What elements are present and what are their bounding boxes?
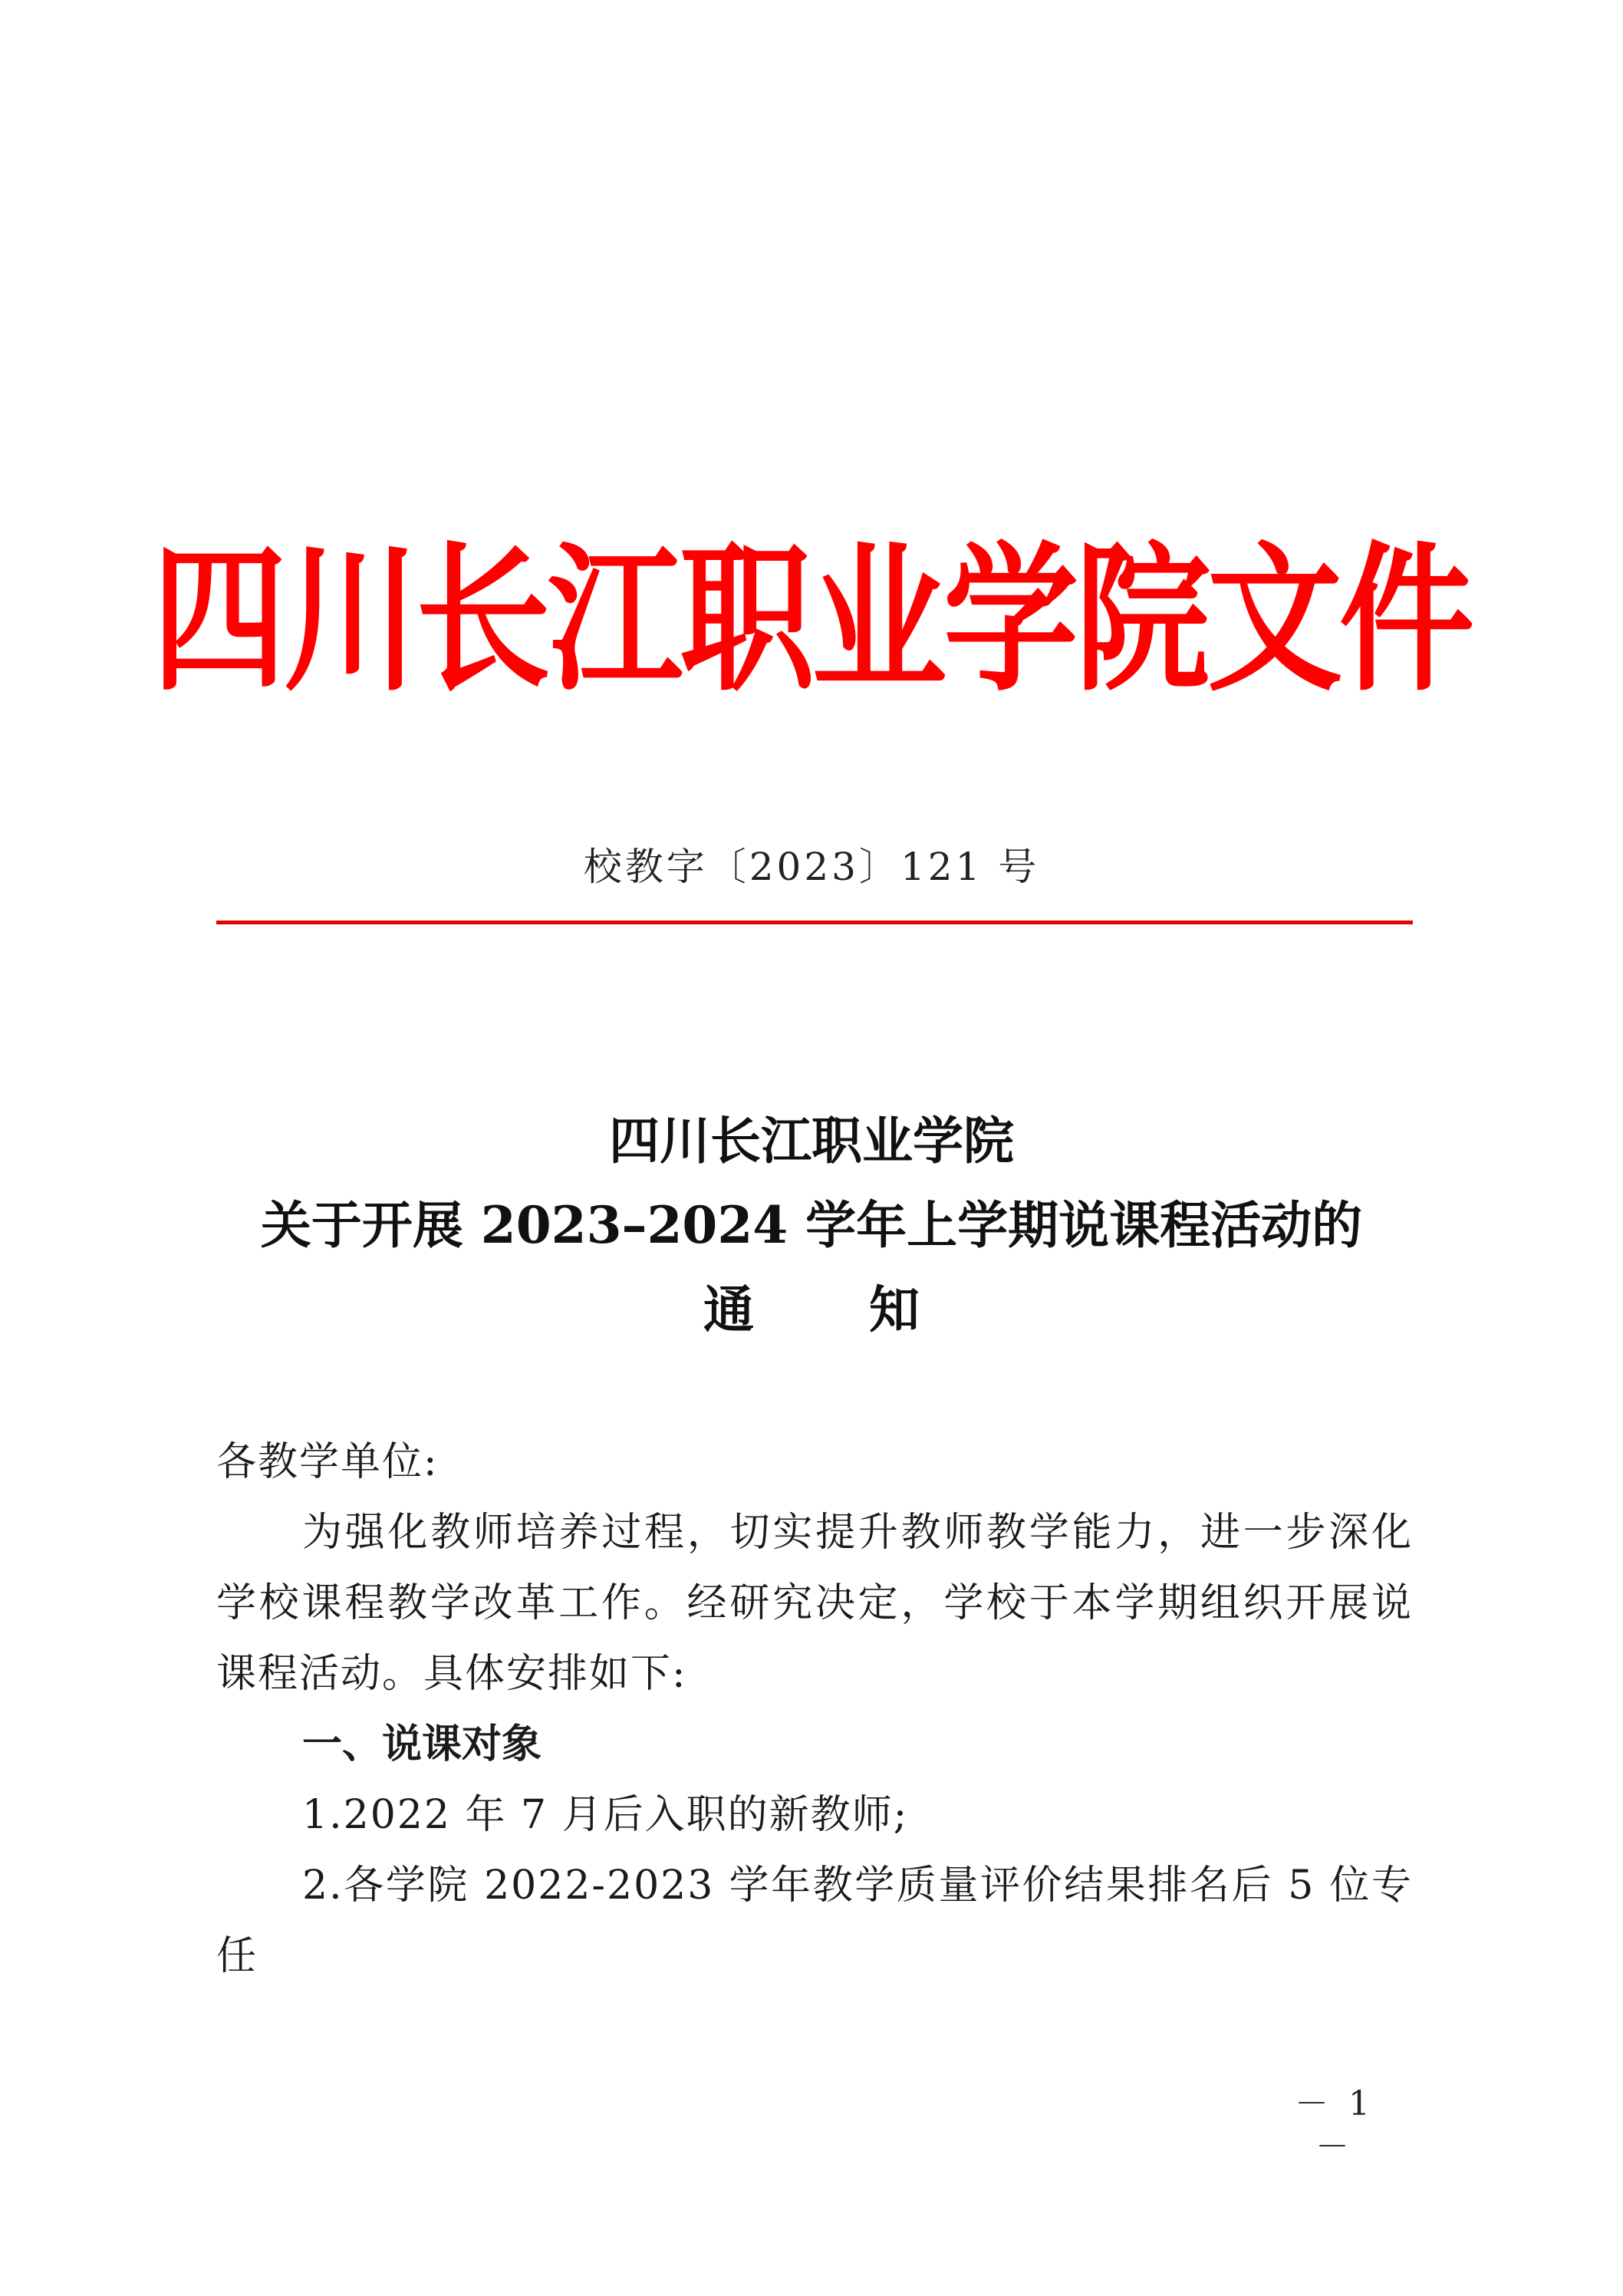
- document-header-title: 四川长江职业学院文件: [151, 525, 1471, 713]
- document-body: [216, 1427, 1413, 1991]
- section-heading-1: 一、说课对象: [302, 1721, 542, 1767]
- list-item-1: 1.2022 年 7 月后入职的新教师;: [302, 1792, 909, 1838]
- intro-paragraph: 为强化教师培养过程，切实提升教师教学能力，进一步深化学校课程教学改革工作。经研究决定，学校于本学期组织开展说课程活动。具体安排如下:: [216, 1510, 1413, 1697]
- page-number: － 1 －: [1295, 2084, 1374, 2166]
- list-item-2: 2.各学院 2022-2023 学年教学质量评价结果排名后 5 位专任: [216, 1863, 1413, 1979]
- salutation: 各教学单位:: [216, 1439, 439, 1485]
- notice-title: [0, 1099, 1623, 1352]
- notice-title-line-2: 关于开展 2023–2024 学年上学期说课程活动的: [260, 1195, 1363, 1255]
- notice-title-line-1: 四川长江职业学院: [609, 1111, 1014, 1171]
- red-divider-line: [216, 921, 1413, 924]
- notice-title-line-3: 通知: [703, 1280, 1035, 1339]
- document-number: 校教字〔2023〕121 号: [583, 845, 1040, 889]
